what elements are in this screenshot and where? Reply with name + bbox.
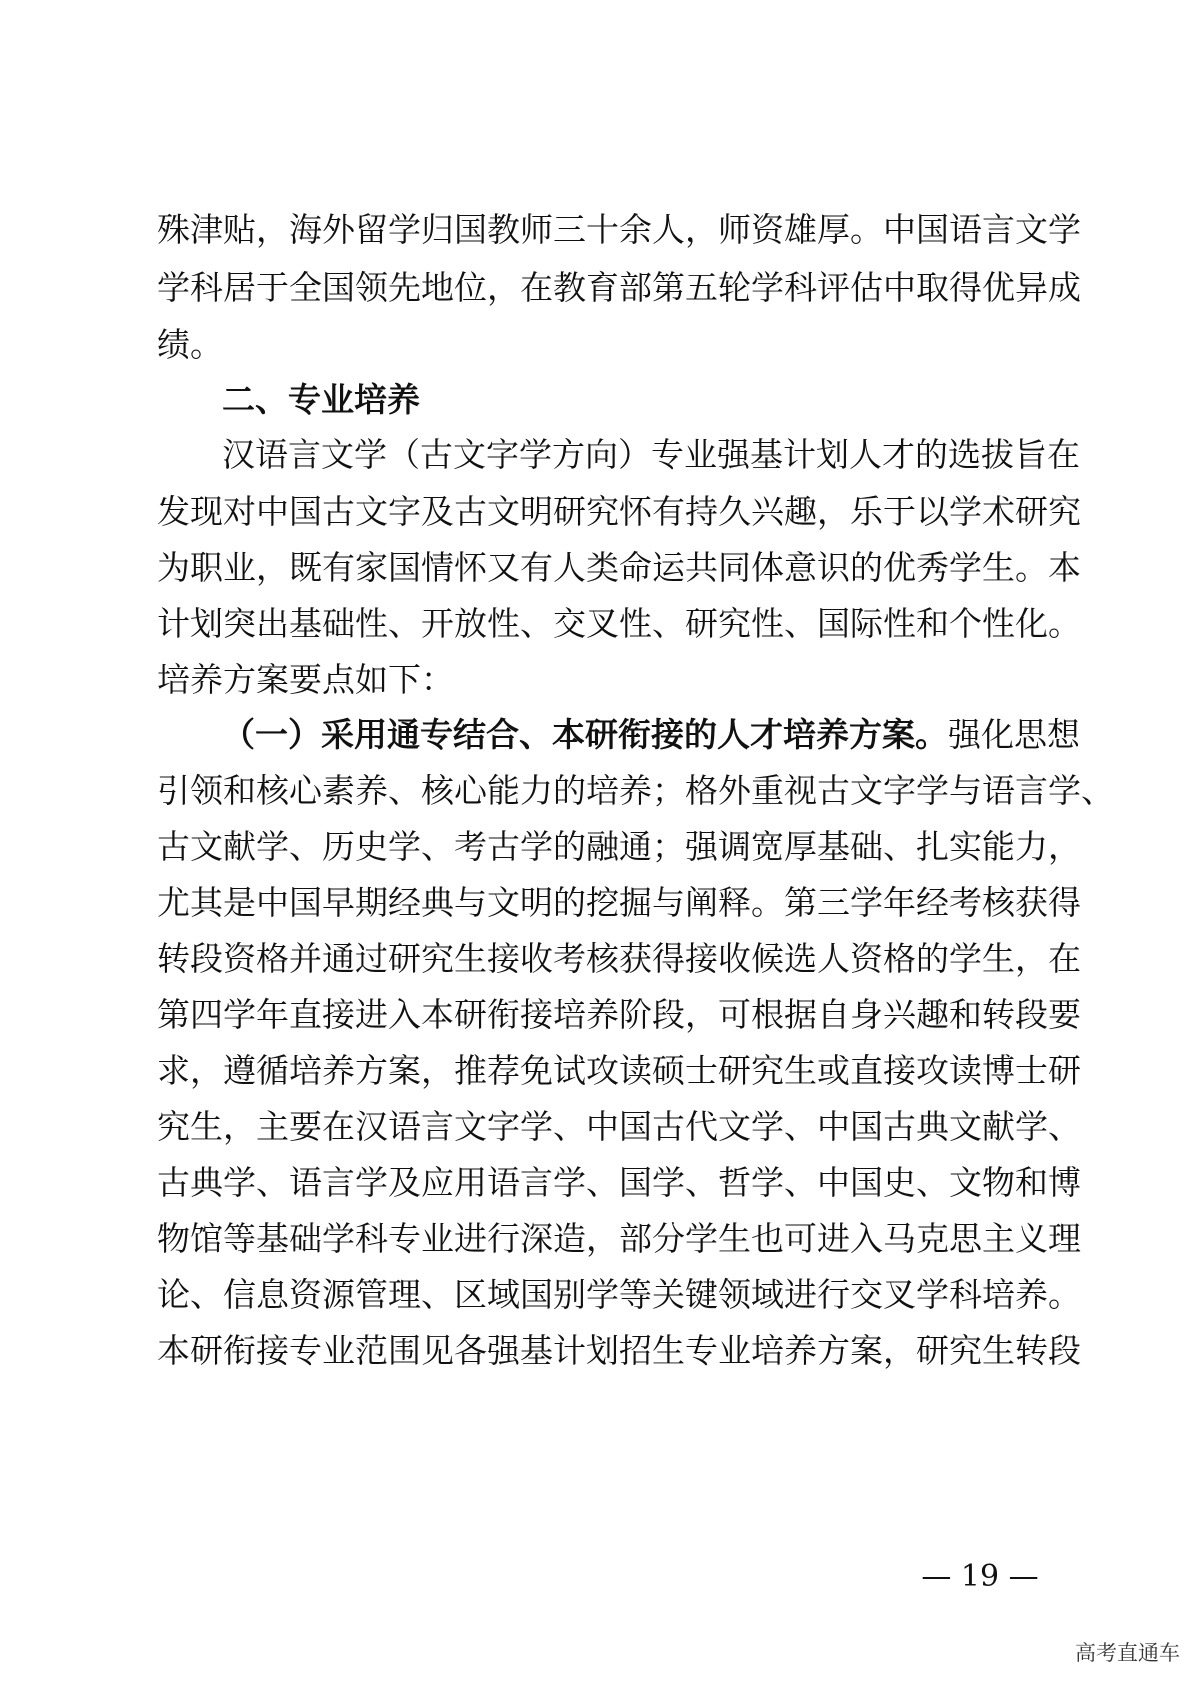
text-line: 培养方案要点如下： bbox=[157, 660, 454, 699]
text-line: 发现对中国古文字及古文明研究怀有持久兴趣，乐于以学术研究 bbox=[157, 492, 1081, 531]
subsection-heading: （一）采用通专结合、本研衔接的人才培养方案。 bbox=[222, 715, 948, 754]
text-line: 计划突出基础性、开放性、交叉性、研究性、国际性和个性化。 bbox=[157, 604, 1081, 643]
watermark: 高考直通车 bbox=[1075, 1641, 1180, 1665]
text-line: 转段资格并通过研究生接收考核获得接收候选人资格的学生，在 bbox=[157, 939, 1081, 978]
page-number: — 19 — bbox=[921, 1559, 1039, 1594]
text-line: 第四学年直接进入本研衔接培养阶段，可根据自身兴趣和转段要 bbox=[157, 995, 1081, 1034]
text-line: 论、信息资源管理、区域国别学等关键领域进行交叉学科培养。 bbox=[157, 1275, 1081, 1314]
text-line: 殊津贴，海外留学归国教师三十余人，师资雄厚。中国语言文学 bbox=[157, 210, 1081, 249]
subsection-first-line bbox=[222, 705, 1080, 765]
text-line: 汉语言文学（古文字学方向）专业强基计划人才的选拔旨在 bbox=[222, 435, 1080, 474]
text-line: 物馆等基础学科专业进行深造，部分学生也可进入马克思主义理 bbox=[157, 1219, 1081, 1258]
section-heading: 二、专业培养 bbox=[222, 380, 420, 419]
text-line: 引领和核心素养、核心能力的培养；格外重视古文字学与语言学、 bbox=[157, 771, 1114, 810]
text-line: 尤其是中国早期经典与文明的挖掘与阐释。第三学年经考核获得 bbox=[157, 883, 1081, 922]
text-line: 本研衔接专业范围见各强基计划招生专业培养方案，研究生转段 bbox=[157, 1331, 1081, 1370]
text-line: 绩。 bbox=[157, 325, 223, 364]
text-line: 究生，主要在汉语言文字学、中国古代文学、中国古典文献学、 bbox=[157, 1107, 1081, 1146]
text-line: 古文献学、历史学、考古学的融通；强调宽厚基础、扎实能力， bbox=[157, 827, 1081, 866]
text-line: 古典学、语言学及应用语言学、国学、哲学、中国史、文物和博 bbox=[157, 1163, 1081, 1202]
text-line: 学科居于全国领先地位，在教育部第五轮学科评估中取得优异成 bbox=[157, 268, 1081, 307]
subsection-text: 强化思想 bbox=[948, 715, 1080, 754]
text-line: 求，遵循培养方案，推荐免试攻读硕士研究生或直接攻读博士研 bbox=[157, 1051, 1081, 1090]
text-line: 为职业，既有家国情怀又有人类命运共同体意识的优秀学生。本 bbox=[157, 548, 1081, 587]
